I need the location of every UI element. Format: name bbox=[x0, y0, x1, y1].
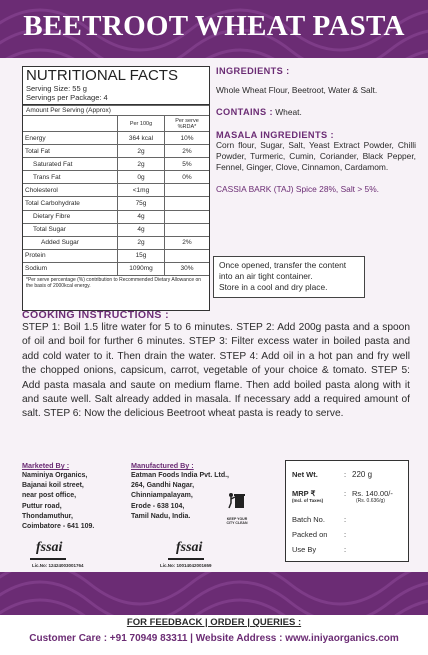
nutrition-facts-panel bbox=[22, 66, 210, 311]
net-wt-label: Net Wt. bbox=[292, 470, 318, 479]
nutrition-row bbox=[23, 262, 209, 275]
storage-line-3: Store in a cool and dry place. bbox=[219, 282, 328, 293]
nutrient-per100: <1mg bbox=[118, 184, 165, 197]
cooking-text: STEP 1: Boil 1.5 litre water for 5 to 6 minutes. STEP 2: Add 200g pasta and a spoon of oil and boil for further 6 minutes. STEP 3: Filter excess water in boiled pasta and add cold water to it. Then drain the water. STEP 4: Add oil in a hot pan and fry well the chopped onions, capsicum, carrot, vegetable of your choice & tomato. STEP 5: Add pasta masala and saute on medium flame. Then add boiled pasta along with it and saute well. Salt already added in masala. If necessary add a required amount of salt. STEP 6: Now the delicious Beetroot wheat pasta is ready to serve. bbox=[22, 322, 410, 420]
dustbin-icon-graphic bbox=[226, 490, 248, 512]
address-line: Bajanai koil street, bbox=[22, 482, 84, 490]
ingredients-column bbox=[216, 66, 416, 195]
address-line: Chinniampalayam, bbox=[131, 492, 193, 500]
nutrient-name: Cholesterol bbox=[23, 184, 118, 197]
nutrient-name: Energy bbox=[23, 132, 118, 145]
amount-header: Amount Per Serving (Approx) bbox=[23, 105, 209, 115]
nutrient-per100: 2g bbox=[118, 236, 165, 249]
nutrient-per100: 1090mg bbox=[118, 262, 165, 275]
marketed-by-heading: Marketed By : bbox=[22, 461, 70, 470]
nutrient-per100: 15g bbox=[118, 249, 165, 262]
feedback-line: FOR FEEDBACK | ORDER | QUERIES : bbox=[126, 617, 302, 628]
mrp-value: Rs. 140.00/- bbox=[352, 489, 393, 498]
contains-label: CONTAINS : bbox=[216, 107, 273, 118]
nutrition-row bbox=[23, 249, 209, 262]
rda-header: Per serve %RDA* bbox=[165, 116, 210, 132]
address-line: Erode - 638 104, bbox=[131, 502, 185, 510]
colon: : bbox=[344, 545, 347, 554]
address-line: Naminiya Organics, bbox=[22, 472, 88, 479]
address-line: Thondamuthur, bbox=[22, 512, 73, 520]
nutrition-row bbox=[23, 158, 209, 171]
nutrient-rda: 30% bbox=[165, 262, 210, 275]
nutrient-name: Saturated Fat bbox=[23, 158, 118, 171]
nutrient-per100: 4g bbox=[118, 223, 165, 236]
mrp-label: MRP ₹ bbox=[292, 489, 316, 498]
storage-box bbox=[213, 256, 365, 298]
nutrient-name: Total Carbohydrate bbox=[23, 197, 118, 210]
dustbin-icon bbox=[226, 490, 248, 525]
nutrition-row bbox=[23, 197, 209, 210]
serving-size: Serving Size: 55 g bbox=[26, 84, 87, 93]
nutrition-footnote: *Per serve percentage (%) contribution to Recommended Dietary Allowance on the basis of 2000kcal energy. bbox=[23, 275, 209, 290]
footer-band bbox=[0, 572, 428, 616]
nutrition-row bbox=[23, 210, 209, 223]
nutrient-name: Total Fat bbox=[23, 145, 118, 158]
nutrition-row bbox=[23, 145, 209, 158]
nutrition-header-row bbox=[23, 116, 209, 132]
cassia-line: CASSIA BARK (TAJ) Spice 28%, Salt > 5%. bbox=[216, 184, 379, 195]
mrp-per-gram: (Rs. 0.636/g) bbox=[356, 498, 385, 504]
nutrient-rda bbox=[165, 210, 210, 223]
nutrient-per100: 364 kcal bbox=[118, 132, 165, 145]
nutrient-per100: 4g bbox=[118, 210, 165, 223]
net-weight-box bbox=[285, 460, 409, 562]
ingredients-heading: INGREDIENTS : bbox=[216, 66, 290, 76]
masala-heading: MASALA INGREDIENTS : bbox=[216, 129, 334, 140]
nutrient-col-header bbox=[23, 116, 118, 132]
manufactured-by-heading: Manufactured By : bbox=[131, 461, 194, 470]
nutrient-rda bbox=[165, 249, 210, 262]
batch-label: Batch No. bbox=[292, 515, 325, 524]
nutrient-rda: 5% bbox=[165, 158, 210, 171]
header-band bbox=[0, 0, 428, 58]
nutrient-rda bbox=[165, 223, 210, 236]
manufactured-by-address bbox=[131, 471, 229, 522]
colon: : bbox=[344, 515, 347, 524]
nutrition-row bbox=[23, 132, 209, 145]
fssai-underline bbox=[168, 558, 204, 560]
nutrient-name: Protein bbox=[23, 249, 118, 262]
cooking-heading: COOKING INSTRUCTIONS : bbox=[22, 309, 170, 321]
address-line: Eatman Foods India Pvt. Ltd., bbox=[131, 472, 230, 479]
mrp-taxes-note: (Incl. of Taxes) bbox=[292, 498, 324, 503]
masala-text: Corn flour, Sugar, Salt, Yeast Extract Powder, Chilli Powder, Turmeric, Cumin, Coriander, Black Pepper, Fennel, Ginger, Clove, Cinnamon, Cardamom. bbox=[216, 140, 416, 172]
storage-line-1: Once opened, transfer the content bbox=[219, 260, 347, 270]
fssai-underline bbox=[30, 558, 66, 560]
address-line: Puttur road, bbox=[22, 502, 62, 510]
nutrition-row bbox=[23, 184, 209, 197]
nutrient-name: Added Sugar bbox=[23, 236, 118, 249]
nutrient-per100: 0g bbox=[118, 171, 165, 184]
nutrient-rda bbox=[165, 184, 210, 197]
nutrient-name: Dietary Fibre bbox=[23, 210, 118, 223]
storage-line-2: into an air tight container. bbox=[219, 271, 313, 282]
contains-line bbox=[216, 107, 416, 118]
nutrient-rda: 2% bbox=[165, 236, 210, 249]
fssai-license-1: Lic.No: 12424003001764 bbox=[32, 563, 84, 568]
servings-per-package: Servings per Package: 4 bbox=[26, 93, 108, 102]
marketed-by-address bbox=[22, 471, 94, 532]
address-line: 264, Gandhi Nagar, bbox=[131, 482, 195, 490]
address-line: near post office, bbox=[22, 492, 77, 500]
address-line: Coimbatore - 641 109. bbox=[22, 523, 95, 531]
nutrient-name: Total Sugar bbox=[23, 223, 118, 236]
contains-value: Wheat. bbox=[275, 107, 302, 118]
nutrient-rda bbox=[165, 197, 210, 210]
nutrition-row bbox=[23, 223, 209, 236]
use-by-label: Use By bbox=[292, 545, 317, 554]
nutrition-table bbox=[23, 115, 209, 275]
fssai-logo: fssai bbox=[36, 540, 63, 555]
nutrition-row bbox=[23, 171, 209, 184]
nutrient-per100: 2g bbox=[118, 158, 165, 171]
address-line: Tamil Nadu, India. bbox=[131, 512, 191, 520]
colon: : bbox=[344, 470, 347, 479]
wave-pattern bbox=[0, 572, 428, 616]
nutrient-per100: 75g bbox=[118, 197, 165, 210]
net-wt-value: 220 g bbox=[352, 470, 373, 479]
nutrient-rda: 10% bbox=[165, 132, 210, 145]
product-title: BEETROOT WHEAT PASTA bbox=[23, 10, 405, 42]
packed-label: Packed on bbox=[292, 530, 328, 539]
fssai-logo: fssai bbox=[176, 540, 203, 555]
nutrient-rda: 2% bbox=[165, 145, 210, 158]
nutrition-heading: NUTRITIONAL FACTS bbox=[26, 67, 178, 84]
ingredients-text: Whole Wheat Flour, Beetroot, Water & Salt. bbox=[216, 84, 378, 95]
nutrient-rda: 0% bbox=[165, 171, 210, 184]
per100-header: Per 100g bbox=[118, 116, 165, 132]
customer-care-line: Customer Care : +91 70949 83311 | Website Address : www.iniyaorganics.com bbox=[29, 633, 399, 644]
nutrient-per100: 2g bbox=[118, 145, 165, 158]
bin-label: KEEP YOUR CITY CLEAN bbox=[226, 517, 248, 525]
colon: : bbox=[344, 489, 347, 498]
nutrition-row bbox=[23, 236, 209, 249]
colon: : bbox=[344, 530, 347, 539]
fssai-license-2: Lic.No: 10014042001659 bbox=[160, 563, 212, 568]
nutrient-name: Trans Fat bbox=[23, 171, 118, 184]
nutrient-name: Sodium bbox=[23, 262, 118, 275]
